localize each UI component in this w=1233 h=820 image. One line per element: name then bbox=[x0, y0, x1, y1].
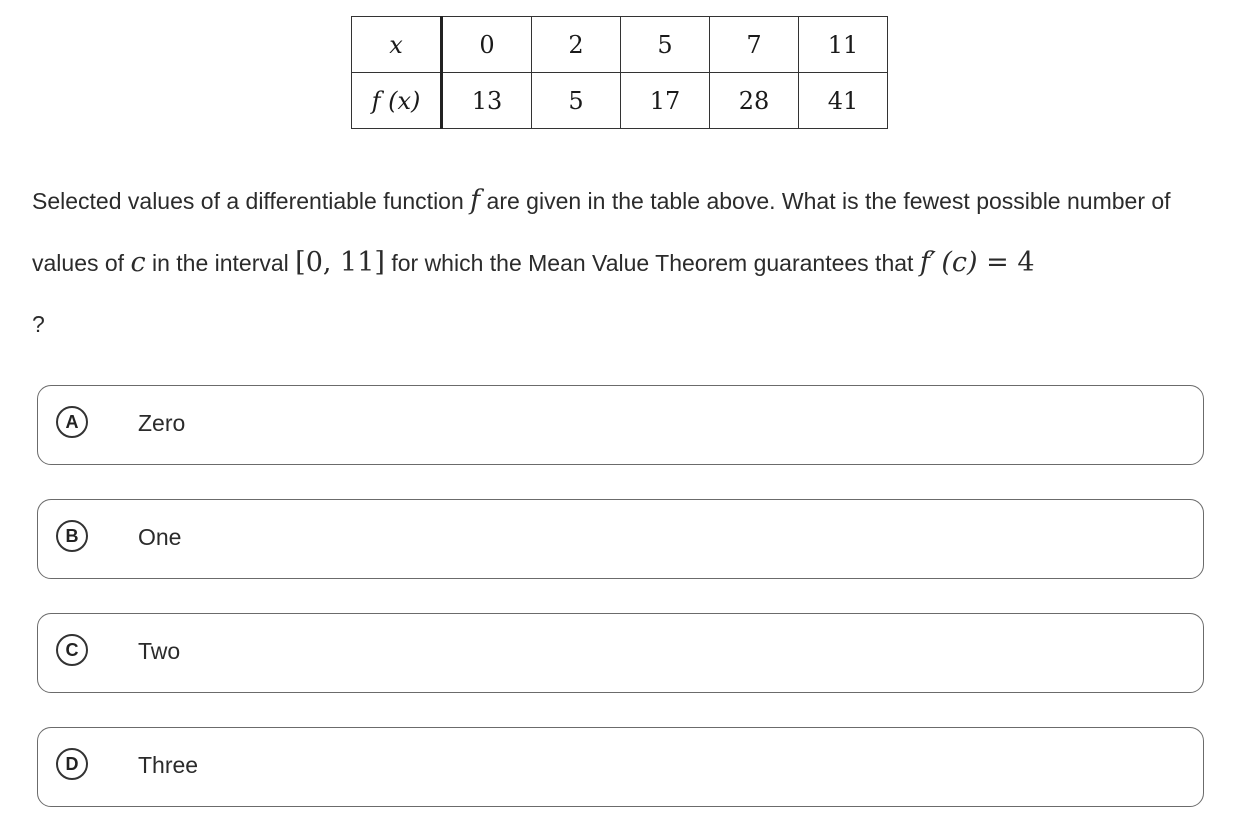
option-letter-b: B bbox=[56, 520, 88, 552]
answer-option-d[interactable] bbox=[37, 727, 1204, 807]
math-derivative: f′ (c) = 4 bbox=[919, 247, 1035, 278]
table-row-fx bbox=[352, 73, 888, 129]
option-letter-c: C bbox=[56, 634, 88, 666]
table-row-x bbox=[352, 17, 888, 73]
table-cell-x: 11 bbox=[799, 17, 888, 73]
answer-option-b[interactable] bbox=[37, 499, 1204, 579]
option-letter-a: A bbox=[56, 406, 88, 438]
table-cell-fx: 13 bbox=[442, 73, 532, 129]
question-part-2: are given in the table above. What is the fewest possible number of values of bbox=[32, 188, 1171, 276]
table-header-fx: f (x) bbox=[352, 73, 442, 129]
answer-option-a[interactable] bbox=[37, 385, 1204, 465]
question-text bbox=[32, 170, 1217, 355]
table-cell-fx: 17 bbox=[621, 73, 710, 129]
table-cell-fx: 28 bbox=[710, 73, 799, 129]
table-cell-x: 0 bbox=[442, 17, 532, 73]
math-f-symbol: f bbox=[470, 185, 481, 216]
table-cell-x: 5 bbox=[621, 17, 710, 73]
values-table bbox=[351, 16, 888, 129]
option-text-c: Two bbox=[138, 638, 181, 664]
table-cell-x: 2 bbox=[532, 17, 621, 73]
option-letter-d: D bbox=[56, 748, 88, 780]
table-cell-x: 7 bbox=[710, 17, 799, 73]
answer-option-c[interactable] bbox=[37, 613, 1204, 693]
option-text-d: Three bbox=[138, 752, 199, 778]
question-end: ? bbox=[32, 311, 45, 337]
question-part-1: Selected values of a differentiable function bbox=[32, 188, 471, 214]
option-text-a: Zero bbox=[138, 410, 186, 436]
table-header-x: x bbox=[352, 17, 442, 73]
option-text-b: One bbox=[138, 524, 182, 550]
math-interval: [0, 11] bbox=[295, 247, 385, 278]
math-c-symbol: c bbox=[130, 247, 146, 278]
question-part-4: for which the Mean Value Theorem guarantees that bbox=[384, 250, 920, 276]
table-cell-fx: 41 bbox=[799, 73, 888, 129]
table-cell-fx: 5 bbox=[532, 73, 621, 129]
question-part-3: in the interval bbox=[145, 250, 296, 276]
